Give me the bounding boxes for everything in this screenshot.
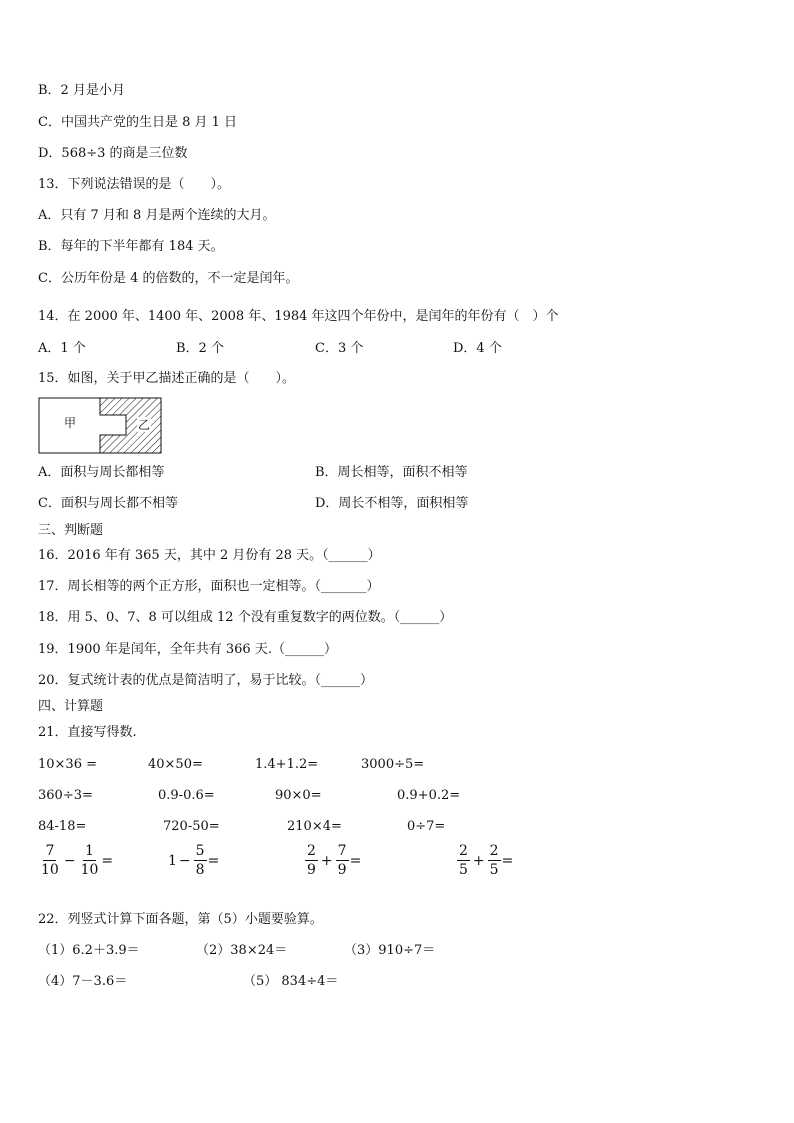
calc-item: 0÷7=	[407, 819, 446, 834]
operator: +	[472, 852, 485, 869]
q14-stem: 14．在 2000 年、1400 年、2008 年、1984 年这四个年份中，是闰年的年份有（ ）个	[38, 309, 559, 324]
denominator: 8	[195, 862, 205, 878]
fraction	[457, 843, 470, 878]
numerator: 7	[337, 843, 347, 859]
q20: 20．复式统计表的优点是简洁明了，易于比较。（______）	[38, 673, 374, 688]
q14-option-a: A．1 个	[38, 341, 86, 356]
q22-part-4: （4）7－3.6＝	[38, 974, 128, 989]
q12-option-d: D．568÷3 的商是三位数	[38, 146, 188, 161]
numerator: 1	[85, 843, 94, 859]
q15-option-d: D．周长不相等，面积相等	[315, 496, 469, 511]
calc-item: 210×4=	[287, 819, 342, 834]
equals: =	[349, 852, 362, 869]
q13-option-c: C．公历年份是 4 的倍数的，不一定是闰年。	[38, 271, 299, 286]
calc-item: 90×0=	[275, 788, 322, 803]
q15-figure	[38, 397, 164, 455]
calc-item: 84-18=	[38, 819, 87, 834]
denominator: 5	[489, 862, 499, 878]
operator: −	[178, 852, 191, 869]
fraction	[39, 843, 61, 878]
denominator: 5	[459, 862, 468, 878]
fraction	[488, 843, 501, 878]
q16: 16．2016 年有 365 天，其中 2 月份有 28 天。（______）	[38, 548, 381, 563]
q12-option-c: C．中国共产党的生日是 8 月 1 日	[38, 115, 238, 130]
figure-label-jia: 甲	[64, 416, 77, 430]
numerator: 2	[459, 843, 468, 859]
calc-item: 720-50=	[163, 819, 220, 834]
operator: +	[320, 852, 333, 869]
fraction	[336, 843, 349, 878]
q22-part-1: （1）6.2＋3.9＝	[38, 943, 140, 958]
denominator: 9	[337, 862, 347, 878]
calc-item: 10×36 =	[38, 757, 98, 772]
numerator: 2	[307, 843, 316, 859]
section-3-heading: 三、判断题	[38, 523, 104, 538]
fraction-expression-3	[304, 843, 361, 878]
q14-option-d: D．4 个	[453, 341, 502, 356]
fraction-expression-4	[456, 843, 513, 878]
q22-part-5: （5） 834÷4＝	[243, 974, 339, 989]
q18: 18．用 5、0、7、8 可以组成 12 个没有重复数字的两位数。（______）	[38, 610, 453, 625]
q13-option-a: A．只有 7 月和 8 月是两个连续的大月。	[38, 208, 276, 223]
q15-option-a: A．面积与周长都相等	[38, 465, 165, 480]
denominator: 10	[80, 862, 99, 878]
q17: 17．周长相等的两个正方形，面积也一定相等。（_______）	[38, 579, 380, 594]
numerator: 7	[45, 843, 55, 859]
q13-stem: 13．下列说法错误的是（ ）。	[38, 177, 231, 192]
figure-label-yi: 乙	[138, 418, 151, 432]
calc-item: 40×50=	[148, 757, 203, 772]
q22-stem: 22．列竖式计算下面各题，第（5）小题要验算。	[38, 912, 323, 927]
q15-stem: 15．如图，关于甲乙描述正确的是（ ）。	[38, 371, 296, 386]
q12-option-b: B．2 月是小月	[38, 83, 125, 98]
numerator: 5	[195, 843, 205, 859]
fraction	[194, 843, 207, 878]
q14-option-c: C．3 个	[315, 341, 364, 356]
fraction	[305, 843, 318, 878]
equals: =	[501, 852, 514, 869]
q14-option-b: B．2 个	[176, 341, 224, 356]
operator: −	[63, 852, 76, 869]
denominator: 10	[41, 862, 59, 878]
numerator: 2	[489, 843, 499, 859]
q22-part-2: （2）38×24＝	[196, 943, 288, 958]
q15-option-b: B．周长相等，面积不相等	[315, 465, 468, 480]
q13-option-b: B．每年的下半年都有 184 天。	[38, 239, 224, 254]
calc-item: 1.4+1.2=	[255, 757, 319, 772]
section-4-heading: 四、计算题	[38, 699, 104, 714]
q15-option-c: C．面积与周长都不相等	[38, 496, 178, 511]
calc-item: 360÷3=	[38, 788, 93, 803]
calc-item: 0.9+0.2=	[397, 788, 461, 803]
calc-item: 0.9-0.6=	[158, 788, 215, 803]
equals: =	[207, 852, 220, 869]
q21-stem: 21．直接写得数.	[38, 725, 137, 740]
q22-part-3: （3）910÷7＝	[344, 943, 436, 958]
equals: =	[101, 852, 114, 869]
denominator: 9	[307, 862, 316, 878]
whole-number: 1	[168, 852, 177, 869]
calc-item: 3000÷5=	[361, 757, 425, 772]
fraction	[79, 843, 101, 878]
fraction-expression-1	[38, 843, 113, 878]
q19: 19．1900 年是闰年，全年共有 366 天.（______）	[38, 642, 337, 657]
fraction-expression-2	[168, 843, 219, 878]
